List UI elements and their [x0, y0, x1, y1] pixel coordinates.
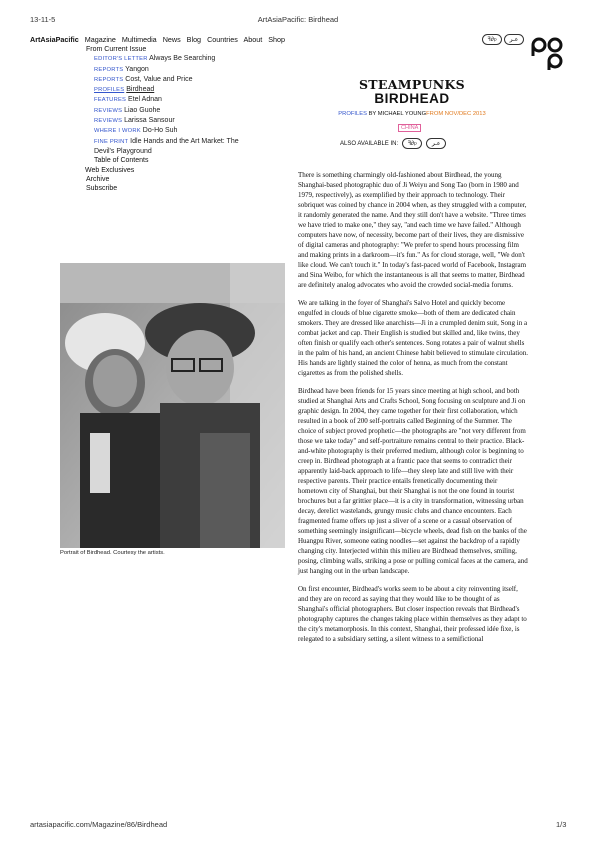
country-tag[interactable]: CHINA: [398, 124, 421, 132]
print-url[interactable]: artasiapacific.com/Magazine/86/Birdhead: [30, 820, 168, 829]
nav-item-countries[interactable]: Countries: [207, 35, 238, 44]
english-glyph-icon[interactable]: ꟻ∂𝔭: [482, 34, 502, 45]
photo-caption: Portrait of Birdhead. Courtesy the artists.: [60, 550, 165, 556]
nav-brand[interactable]: ArtAsiaPacific: [30, 35, 79, 44]
nav-item-news[interactable]: News: [162, 35, 181, 44]
nav-item-blog[interactable]: Blog: [186, 35, 202, 44]
issue-entry[interactable]: REVIEWS Liao Guohe: [94, 106, 161, 114]
paragraph: On first encounter, Birdhead's works seem to be about a city reinventing itself, and they are on record as saying that they would like to be thought of as Shanghai's official photographers. But closer inspection reveals that Birdhead's photography captures the changes taking place within themselves as they adapt to the city's metamorphosis. In this context, Shanghai, their professed idée fixe, is relegated to a subsidiary setting, a silent witness to a semifictional: [298, 585, 527, 643]
article-title: STEAMPUNKS BIRDHEAD: [358, 77, 465, 106]
archive-link[interactable]: Archive: [86, 175, 110, 183]
also-available: ALSO AVAILABLE IN: ꟻ∂𝔭 عـر: [340, 138, 446, 149]
issue-date-link[interactable]: FROM NOV/DEC 2013: [426, 111, 486, 117]
article-meta: [298, 111, 526, 117]
print-page-number: 1/3: [556, 820, 567, 829]
arabic-glyph-icon[interactable]: عـر: [426, 138, 446, 149]
table-of-contents-link[interactable]: Table of Contents: [94, 157, 149, 165]
issue-entry[interactable]: REVIEWS Larissa Sansour: [94, 117, 175, 125]
issue-entry[interactable]: FINE PRINT Idle Hands and the Art Market: The Devil's Playground: [94, 137, 239, 155]
issue-menu: [86, 45, 286, 193]
print-page-title: ArtAsiaPacific: Birdhead: [257, 15, 339, 24]
paragraph: Birdhead have been friends for 15 years since meeting at high school, and both studied at Shanghai Arts and Crafts School, Song focusing on sculpture and Ji on graphic design. In 2004, they came together for their first collaboration, which resulted in a book of 200 self-portraits called Beginning of the Summer. The choice of subject proved prophetic—the photographs are "not very different from those we take today" and self-portraiture remains central to their practice. Black-and-white photography is their preferred medium, although color is beginning to creep in. Birdhead photograph at a frantic pace that seems to contradict their apparently laid-back approach to life—they sleep late and still live with their respective parents. Their practice entails frenetically documenting their hometown city of Shanghai, but their Shanghai is not the one found in tourist brochures but a far grittier place—it is a city in transformation, witnessing urban decay, derelict wastelands, grungy music clubs and chance encounters. Each fragmented frame offers up just a sliver of a scene or a casual observation of something seemingly insignificant—bicycle wheels, dead fish on the banks of the Huangpu River, someone eating noodles—set against the backdrop of a rapidly changing city. Interjected within this milieu are Birdhead themselves, smiling, posing, climbing walls, striking a pose or pulling comical faces at the camera, and just hanging out in the urban landscape.: [298, 387, 528, 575]
top-nav: [30, 35, 289, 44]
issue-entry[interactable]: REPORTS Cost, Value and Price: [94, 75, 193, 83]
issue-entry[interactable]: EDITOR'S LETTER Always Be Searching: [94, 55, 216, 63]
portrait-photo: [60, 263, 285, 548]
issue-entry-active[interactable]: PROFILES Birdhead: [94, 86, 155, 94]
section-link[interactable]: PROFILES: [338, 111, 367, 117]
issue-entry[interactable]: FEATURES Etel Adnan: [94, 96, 162, 104]
aap-logo-icon[interactable]: [530, 36, 564, 70]
article-body: [298, 170, 528, 652]
nav-item-shop[interactable]: Shop: [268, 35, 286, 44]
issue-entry[interactable]: WHERE I WORK Do-Ho Suh: [94, 127, 178, 135]
nav-item-multimedia[interactable]: Multimedia: [121, 35, 157, 44]
print-date: 13-11-5: [30, 15, 56, 24]
nav-item-magazine[interactable]: Magazine: [84, 35, 116, 44]
arabic-glyph-icon[interactable]: عـر: [504, 34, 524, 45]
issue-entry[interactable]: REPORTS Yangon: [94, 65, 149, 73]
paragraph: We are talking in the foyer of Shanghai's Salvo Hotel and quickly become engulfed in clouds of blue cigarette smoke—both of them are dedicated chain smokers. They are dressed like anarchists—Ji in a crumpled denim suit, Song in a combat jacket and cap. Their English is studied but skilled and, like twins, they often finish or qualify each other's sentences. Song rotates a pair of walnut shells in the palm of his hand, an ancient Chinese habit believed to stimulate circulation. His hands are lightly stained the color of henna, as much from the constant cigarettes as from the polished shells.: [298, 299, 528, 377]
nav-item-about[interactable]: About: [243, 35, 263, 44]
subscribe-link[interactable]: Subscribe: [86, 185, 118, 193]
web-exclusives-link[interactable]: Web Exclusives: [85, 166, 135, 174]
issue-menu-heading: From Current Issue: [86, 46, 147, 53]
paragraph: There is something charmingly old-fashioned about Birdhead, the young Shanghai-based photographic duo of Ji Weiyu and Song Tao (born in 1980 and 1979, respectively), as exemplified by their approach to technology. Their sobriquet was coined by chance in 2004 when, as they struggled with a computer, it randomly generated the name. And they still don't have a website. "Three times we have tried to make one," they say, "and each time we have failed." Although computers have now, of necessity, become part of their lives, they are dismissive of digital cameras and photography: "We prefer to spend hours processing film and making prints in a darkroom—it's fun." As for cloud storage, well, "We don't like cloud. We can't touch it." In today's fast-paced world of Facebook, Instagram and Sina Weibo, for which the instantaneous is all that seems to matter, Birdhead are definitely analog advocates who avoid the crowded social-media forums.: [298, 171, 527, 289]
byline: BY MICHAEL YOUNG: [368, 111, 427, 117]
english-glyph-icon[interactable]: ꟻ∂𝔭: [402, 138, 422, 149]
